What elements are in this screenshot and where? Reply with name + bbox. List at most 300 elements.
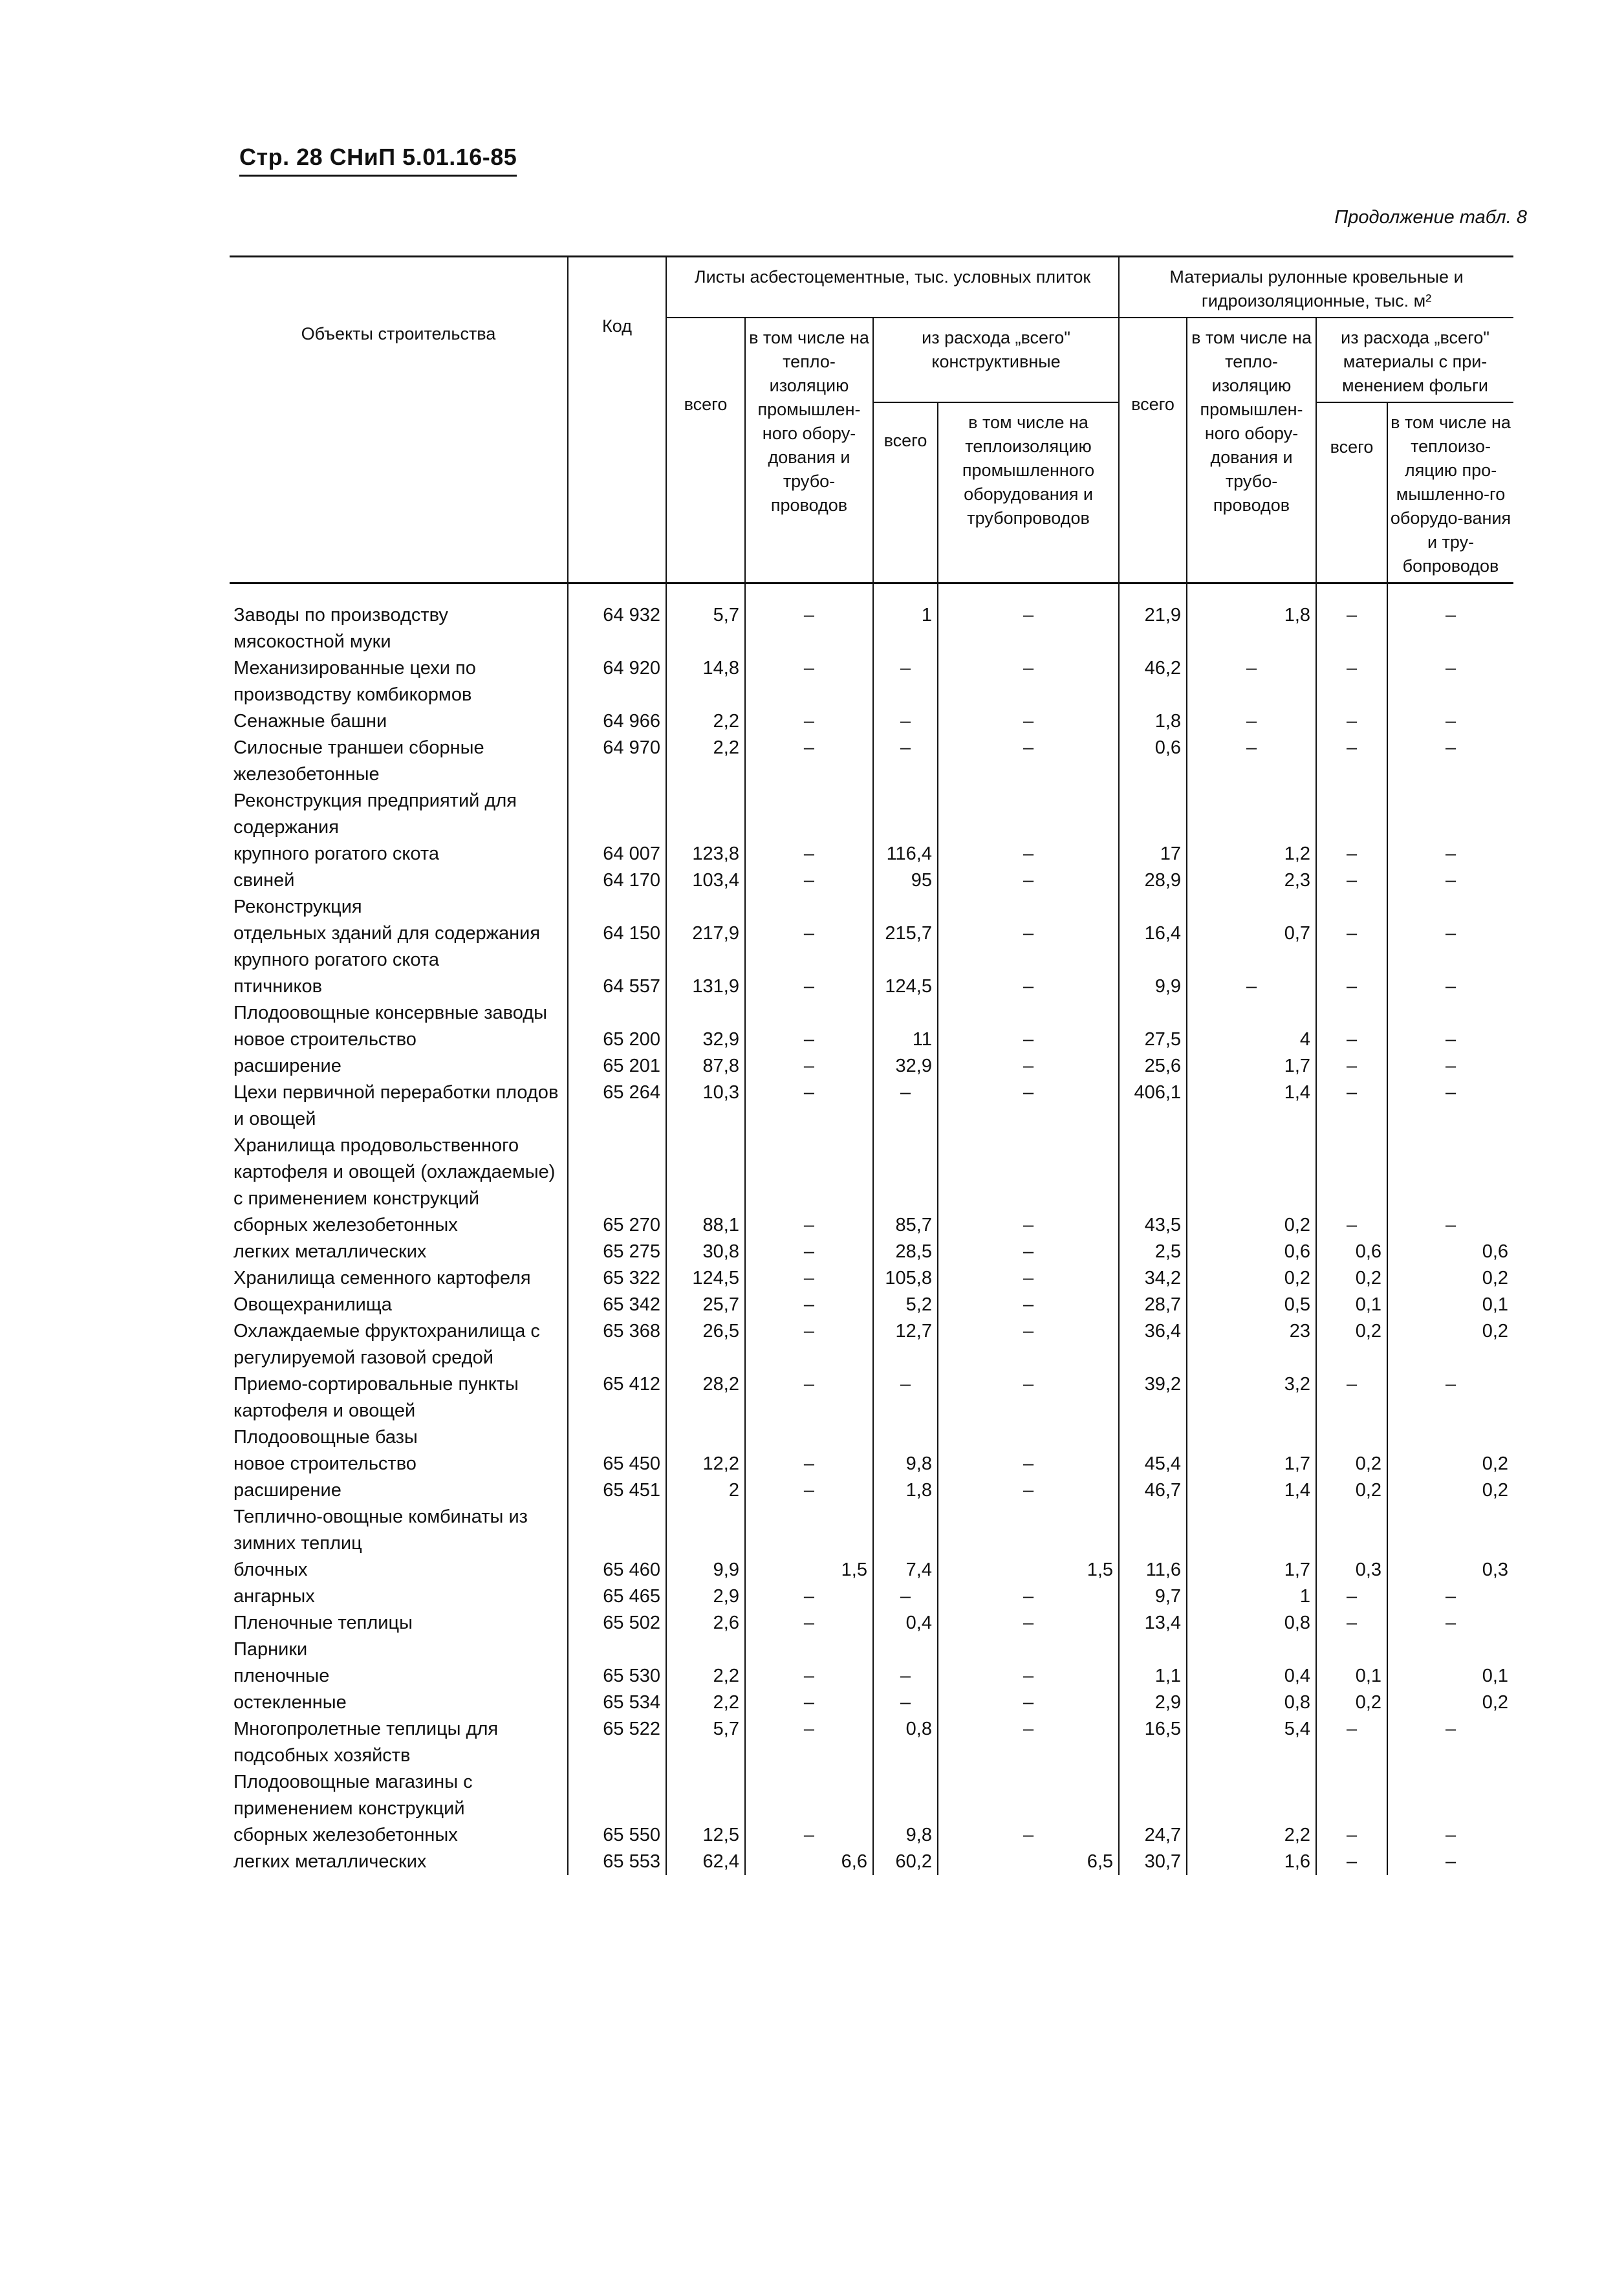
value-cell-c3: – bbox=[873, 1690, 938, 1716]
code-cell bbox=[568, 1636, 666, 1663]
object-name-cell: Плодоовощные консервные заводы bbox=[233, 1003, 547, 1023]
value-cell-c7: – bbox=[1316, 708, 1387, 735]
value-cell-c3: 0,4 bbox=[873, 1610, 938, 1636]
value-cell-c2: – bbox=[745, 1371, 873, 1424]
value-cell-c3: 7,4 bbox=[873, 1557, 938, 1583]
header-foil-insulation: в том числе на теплоизо-ляцию про-мышленно-го оборудо-вания и тру-бопроводов bbox=[1387, 403, 1513, 583]
value-cell-c6 bbox=[1187, 1000, 1316, 1027]
value-cell-c3 bbox=[873, 1133, 938, 1212]
table-row bbox=[230, 1557, 1513, 1583]
code-cell: 65 412 bbox=[568, 1371, 666, 1424]
value-cell-c5: 9,9 bbox=[1119, 973, 1187, 1000]
value-cell-c2 bbox=[745, 1504, 873, 1557]
value-cell-c8: – bbox=[1387, 1027, 1513, 1053]
value-cell-c2: – bbox=[745, 1292, 873, 1318]
value-cell-c1: 12,5 bbox=[666, 1822, 745, 1849]
value-cell-c3: – bbox=[873, 735, 938, 788]
object-name-cell: расширение bbox=[233, 1056, 341, 1076]
value-cell-c1: 88,1 bbox=[666, 1212, 745, 1239]
table-row bbox=[230, 1318, 1513, 1371]
value-cell-c3: 11 bbox=[873, 1027, 938, 1053]
value-cell-c4: – bbox=[938, 1610, 1119, 1636]
value-cell-c8: – bbox=[1387, 1583, 1513, 1610]
value-cell-c2: – bbox=[745, 1027, 873, 1053]
value-cell-c4: – bbox=[938, 1212, 1119, 1239]
value-cell-c2: – bbox=[745, 973, 873, 1000]
value-cell-c3: 1,8 bbox=[873, 1477, 938, 1504]
value-cell-c5: 28,9 bbox=[1119, 867, 1187, 894]
value-cell-c2: – bbox=[745, 602, 873, 655]
object-name-cell: Пленочные теплицы bbox=[233, 1613, 413, 1633]
value-cell-c2: – bbox=[745, 735, 873, 788]
value-cell-c7: – bbox=[1316, 1822, 1387, 1849]
value-cell-c3: – bbox=[873, 655, 938, 708]
code-cell: 65 451 bbox=[568, 1477, 666, 1504]
code-cell: 65 200 bbox=[568, 1027, 666, 1053]
header-constructive-total: всего bbox=[873, 402, 938, 583]
header-asbestos-insulation: в том числе на тепло-изоляцию промышлен-ного обору-дования и трубо-проводов bbox=[745, 318, 873, 583]
code-cell: 64 557 bbox=[568, 973, 666, 1000]
value-cell-c7: – bbox=[1316, 1080, 1387, 1133]
value-cell-c3: – bbox=[873, 1663, 938, 1690]
value-cell-c5: 24,7 bbox=[1119, 1822, 1187, 1849]
value-cell-c7 bbox=[1316, 1133, 1387, 1212]
value-cell-c7: – bbox=[1316, 1053, 1387, 1080]
value-cell-c1: 62,4 bbox=[666, 1849, 745, 1875]
value-cell-c6: 3,2 bbox=[1187, 1371, 1316, 1424]
value-cell-c7: – bbox=[1316, 920, 1387, 973]
code-cell: 64 170 bbox=[568, 867, 666, 894]
value-cell-c2: – bbox=[745, 1822, 873, 1849]
value-cell-c1 bbox=[666, 1636, 745, 1663]
value-cell-c4: – bbox=[938, 1318, 1119, 1371]
value-cell-c4: – bbox=[938, 1690, 1119, 1716]
value-cell-c2: – bbox=[745, 708, 873, 735]
table-row bbox=[230, 1849, 1513, 1875]
table-row bbox=[230, 1610, 1513, 1636]
value-cell-c5: 25,6 bbox=[1119, 1053, 1187, 1080]
value-cell-c7 bbox=[1316, 1636, 1387, 1663]
value-cell-c5: 21,9 bbox=[1119, 602, 1187, 655]
code-cell: 65 534 bbox=[568, 1690, 666, 1716]
value-cell-c6: 0,5 bbox=[1187, 1292, 1316, 1318]
value-cell-c8: 0,3 bbox=[1387, 1557, 1513, 1583]
value-cell-c8: – bbox=[1387, 1053, 1513, 1080]
value-cell-c3: – bbox=[873, 1080, 938, 1133]
value-cell-c7: 0,2 bbox=[1316, 1451, 1387, 1477]
value-cell-c8: – bbox=[1387, 655, 1513, 708]
value-cell-c2 bbox=[745, 894, 873, 920]
value-cell-c2: – bbox=[745, 841, 873, 867]
value-cell-c2: – bbox=[745, 655, 873, 708]
value-cell-c1 bbox=[666, 1504, 745, 1557]
value-cell-c5: 1,8 bbox=[1119, 708, 1187, 735]
table-row bbox=[230, 1212, 1513, 1239]
table-row bbox=[230, 602, 1513, 655]
code-cell: 64 920 bbox=[568, 655, 666, 708]
value-cell-c7: – bbox=[1316, 841, 1387, 867]
value-cell-c3: 5,2 bbox=[873, 1292, 938, 1318]
value-cell-c3 bbox=[873, 1000, 938, 1027]
value-cell-c7 bbox=[1316, 1769, 1387, 1822]
value-cell-c2: – bbox=[745, 920, 873, 973]
value-cell-c5: 46,2 bbox=[1119, 655, 1187, 708]
table-row bbox=[230, 1663, 1513, 1690]
value-cell-c6: – bbox=[1187, 708, 1316, 735]
code-cell bbox=[568, 1133, 666, 1212]
value-cell-c6 bbox=[1187, 1424, 1316, 1451]
code-cell: 64 007 bbox=[568, 841, 666, 867]
object-name-cell: Реконструкция предприятий для содержания bbox=[233, 790, 517, 838]
object-name-cell: Теплично-овощные комбинаты из зимних теплиц bbox=[233, 1506, 528, 1554]
object-name-cell: Приемо-сортировальные пункты картофеля и овощей bbox=[233, 1374, 519, 1421]
value-cell-c6: – bbox=[1187, 655, 1316, 708]
table-row bbox=[230, 1636, 1513, 1663]
header-asbestos-constructive: из расхода „всего" конструктивные bbox=[873, 318, 1119, 402]
value-cell-c5 bbox=[1119, 1504, 1187, 1557]
value-cell-c3: 9,8 bbox=[873, 1451, 938, 1477]
table-row bbox=[230, 1053, 1513, 1080]
value-cell-c8: – bbox=[1387, 602, 1513, 655]
value-cell-c7: – bbox=[1316, 973, 1387, 1000]
value-cell-c1: 87,8 bbox=[666, 1053, 745, 1080]
value-cell-c7: – bbox=[1316, 735, 1387, 788]
object-name-cell: остекленные bbox=[233, 1692, 347, 1713]
value-cell-c2: – bbox=[745, 1318, 873, 1371]
value-cell-c7: – bbox=[1316, 1027, 1387, 1053]
value-cell-c1: 26,5 bbox=[666, 1318, 745, 1371]
value-cell-c6: 0,2 bbox=[1187, 1212, 1316, 1239]
table-row bbox=[230, 894, 1513, 920]
value-cell-c6: 5,4 bbox=[1187, 1716, 1316, 1769]
value-cell-c4: – bbox=[938, 973, 1119, 1000]
table-caption: Продолжение табл. 8 bbox=[1334, 207, 1527, 228]
code-cell bbox=[568, 788, 666, 841]
value-cell-c7 bbox=[1316, 788, 1387, 841]
value-cell-c6: 1,4 bbox=[1187, 1080, 1316, 1133]
value-cell-c5: 1,1 bbox=[1119, 1663, 1187, 1690]
object-name-cell: Механизированные цехи по производству комбикормов bbox=[233, 658, 476, 705]
table-row bbox=[230, 788, 1513, 841]
object-name-cell: новое строительство bbox=[233, 1453, 417, 1474]
object-name-cell: Цехи первичной переработки плодов и овощей bbox=[233, 1082, 559, 1129]
table-row bbox=[230, 1239, 1513, 1265]
value-cell-c3 bbox=[873, 1769, 938, 1822]
object-name-cell: Плодоовощные магазины с применением конструкций bbox=[233, 1772, 473, 1819]
table-row bbox=[230, 1080, 1513, 1133]
value-cell-c7 bbox=[1316, 894, 1387, 920]
object-name-cell: Хранилища продовольственного картофеля и овощей (охлаждаемые) с применением конструкций bbox=[233, 1135, 556, 1209]
value-cell-c8: – bbox=[1387, 920, 1513, 973]
value-cell-c8: – bbox=[1387, 867, 1513, 894]
header-constructive-insulation: в том числе на теплоизоляцию промышленного оборудования и трубопроводов bbox=[938, 402, 1119, 583]
table-row bbox=[230, 1690, 1513, 1716]
value-cell-c1 bbox=[666, 1424, 745, 1451]
object-name-cell: Многопролетные теплицы для подсобных хозяйств bbox=[233, 1719, 499, 1766]
value-cell-c7: – bbox=[1316, 1716, 1387, 1769]
value-cell-c1: 28,2 bbox=[666, 1371, 745, 1424]
value-cell-c1: 12,2 bbox=[666, 1451, 745, 1477]
code-cell bbox=[568, 1769, 666, 1822]
code-cell: 65 201 bbox=[568, 1053, 666, 1080]
value-cell-c8: 0,2 bbox=[1387, 1451, 1513, 1477]
value-cell-c7: 0,3 bbox=[1316, 1557, 1387, 1583]
value-cell-c1: 5,7 bbox=[666, 602, 745, 655]
object-name-cell: расширение bbox=[233, 1480, 341, 1501]
value-cell-c3: 0,8 bbox=[873, 1716, 938, 1769]
object-name-cell: пленочные bbox=[233, 1666, 330, 1686]
value-cell-c6: 1,7 bbox=[1187, 1557, 1316, 1583]
value-cell-c5: 43,5 bbox=[1119, 1212, 1187, 1239]
value-cell-c2: 6,6 bbox=[745, 1849, 873, 1875]
value-cell-c5: 28,7 bbox=[1119, 1292, 1187, 1318]
value-cell-c1: 30,8 bbox=[666, 1239, 745, 1265]
value-cell-c6: 1,7 bbox=[1187, 1053, 1316, 1080]
table-row bbox=[230, 1000, 1513, 1027]
value-cell-c3: 95 bbox=[873, 867, 938, 894]
materials-table-container bbox=[230, 255, 1513, 1875]
value-cell-c3: 28,5 bbox=[873, 1239, 938, 1265]
code-cell: 65 368 bbox=[568, 1318, 666, 1371]
code-cell bbox=[568, 1504, 666, 1557]
table-row bbox=[230, 1371, 1513, 1424]
object-name-cell: Силосные траншеи сборные железобетонные bbox=[233, 737, 484, 785]
value-cell-c3: 60,2 bbox=[873, 1849, 938, 1875]
object-name-cell: легких металлических bbox=[233, 1851, 427, 1872]
value-cell-c5: 406,1 bbox=[1119, 1080, 1187, 1133]
value-cell-c1: 2,2 bbox=[666, 1690, 745, 1716]
value-cell-c4: – bbox=[938, 841, 1119, 867]
value-cell-c1: 2,9 bbox=[666, 1583, 745, 1610]
value-cell-c4: – bbox=[938, 1822, 1119, 1849]
value-cell-c6: 1 bbox=[1187, 1583, 1316, 1610]
object-name-cell: новое строительство bbox=[233, 1029, 417, 1050]
object-name-cell: Плодоовощные базы bbox=[233, 1427, 418, 1448]
object-name-cell: свиней bbox=[233, 870, 295, 891]
value-cell-c4: – bbox=[938, 1080, 1119, 1133]
table-body bbox=[230, 583, 1513, 1876]
value-cell-c6: 1,4 bbox=[1187, 1477, 1316, 1504]
table-row bbox=[230, 708, 1513, 735]
value-cell-c4: – bbox=[938, 708, 1119, 735]
value-cell-c5: 45,4 bbox=[1119, 1451, 1187, 1477]
value-cell-c5: 27,5 bbox=[1119, 1027, 1187, 1053]
value-cell-c7: 0,2 bbox=[1316, 1690, 1387, 1716]
value-cell-c6 bbox=[1187, 1636, 1316, 1663]
value-cell-c3 bbox=[873, 788, 938, 841]
value-cell-c8 bbox=[1387, 1636, 1513, 1663]
value-cell-c4: – bbox=[938, 1477, 1119, 1504]
value-cell-c5 bbox=[1119, 1769, 1187, 1822]
value-cell-c1: 2,2 bbox=[666, 735, 745, 788]
page-header: Стр. 28 СНиП 5.01.16-85 bbox=[239, 144, 517, 177]
object-name-cell: Хранилища семенного картофеля bbox=[233, 1268, 531, 1288]
code-cell: 65 342 bbox=[568, 1292, 666, 1318]
value-cell-c5: 11,6 bbox=[1119, 1557, 1187, 1583]
value-cell-c5: 30,7 bbox=[1119, 1849, 1187, 1875]
header-asbestos-total: всего bbox=[666, 318, 745, 583]
value-cell-c1 bbox=[666, 1769, 745, 1822]
value-cell-c8: 0,1 bbox=[1387, 1292, 1513, 1318]
value-cell-c1: 9,9 bbox=[666, 1557, 745, 1583]
object-name-cell: птичников bbox=[233, 976, 323, 997]
object-name-cell: Реконструкция bbox=[233, 896, 362, 917]
value-cell-c1: 124,5 bbox=[666, 1265, 745, 1292]
value-cell-c6 bbox=[1187, 1769, 1316, 1822]
value-cell-c8 bbox=[1387, 1133, 1513, 1212]
value-cell-c7 bbox=[1316, 1000, 1387, 1027]
value-cell-c6: – bbox=[1187, 735, 1316, 788]
value-cell-c3 bbox=[873, 1424, 938, 1451]
value-cell-c7: 0,2 bbox=[1316, 1265, 1387, 1292]
value-cell-c5: 17 bbox=[1119, 841, 1187, 867]
value-cell-c3: 215,7 bbox=[873, 920, 938, 973]
code-cell: 65 502 bbox=[568, 1610, 666, 1636]
value-cell-c4: – bbox=[938, 1583, 1119, 1610]
value-cell-c4: 1,5 bbox=[938, 1557, 1119, 1583]
value-cell-c1 bbox=[666, 1133, 745, 1212]
object-name-cell: Овощехранилища bbox=[233, 1294, 392, 1315]
header-roll-total: всего bbox=[1119, 318, 1187, 583]
value-cell-c5: 9,7 bbox=[1119, 1583, 1187, 1610]
header-asbestos-sheets: Листы асбестоцементные, тыс. условных плиток bbox=[666, 257, 1119, 318]
value-cell-c4: – bbox=[938, 1663, 1119, 1690]
value-cell-c8 bbox=[1387, 788, 1513, 841]
code-cell: 65 550 bbox=[568, 1822, 666, 1849]
object-name-cell: ангарных bbox=[233, 1586, 315, 1607]
value-cell-c7: – bbox=[1316, 1610, 1387, 1636]
value-cell-c1: 217,9 bbox=[666, 920, 745, 973]
value-cell-c2 bbox=[745, 1769, 873, 1822]
value-cell-c3 bbox=[873, 1636, 938, 1663]
value-cell-c6: – bbox=[1187, 973, 1316, 1000]
value-cell-c4 bbox=[938, 1769, 1119, 1822]
value-cell-c5: 39,2 bbox=[1119, 1371, 1187, 1424]
value-cell-c6 bbox=[1187, 1504, 1316, 1557]
value-cell-c3: 85,7 bbox=[873, 1212, 938, 1239]
value-cell-c7 bbox=[1316, 1504, 1387, 1557]
value-cell-c4: – bbox=[938, 920, 1119, 973]
table-row bbox=[230, 655, 1513, 708]
value-cell-c6: 1,6 bbox=[1187, 1849, 1316, 1875]
header-code: Код bbox=[568, 257, 666, 583]
object-name-cell: блочных bbox=[233, 1559, 308, 1580]
value-cell-c2: – bbox=[745, 1451, 873, 1477]
value-cell-c1: 2,2 bbox=[666, 708, 745, 735]
value-cell-c2: – bbox=[745, 1053, 873, 1080]
value-cell-c2 bbox=[745, 1133, 873, 1212]
object-name-cell: легких металлических bbox=[233, 1241, 427, 1262]
value-cell-c5 bbox=[1119, 1636, 1187, 1663]
value-cell-c2 bbox=[745, 1424, 873, 1451]
value-cell-c6: 2,2 bbox=[1187, 1822, 1316, 1849]
value-cell-c6: 2,3 bbox=[1187, 867, 1316, 894]
value-cell-c1 bbox=[666, 788, 745, 841]
value-cell-c8: – bbox=[1387, 841, 1513, 867]
value-cell-c5: 46,7 bbox=[1119, 1477, 1187, 1504]
value-cell-c5: 34,2 bbox=[1119, 1265, 1187, 1292]
value-cell-c3: 124,5 bbox=[873, 973, 938, 1000]
value-cell-c3: – bbox=[873, 1583, 938, 1610]
value-cell-c4: – bbox=[938, 867, 1119, 894]
value-cell-c1: 10,3 bbox=[666, 1080, 745, 1133]
code-cell: 64 966 bbox=[568, 708, 666, 735]
header-objects: Объекты строительства bbox=[230, 257, 568, 583]
value-cell-c8 bbox=[1387, 1000, 1513, 1027]
value-cell-c2: – bbox=[745, 1610, 873, 1636]
code-cell: 65 460 bbox=[568, 1557, 666, 1583]
value-cell-c4: – bbox=[938, 1053, 1119, 1080]
code-cell: 65 530 bbox=[568, 1663, 666, 1690]
value-cell-c3: 116,4 bbox=[873, 841, 938, 867]
materials-table bbox=[230, 255, 1513, 1875]
value-cell-c7: – bbox=[1316, 867, 1387, 894]
value-cell-c4: – bbox=[938, 1451, 1119, 1477]
object-name-cell: Сенажные башни bbox=[233, 711, 387, 732]
code-cell: 65 465 bbox=[568, 1583, 666, 1610]
value-cell-c5: 2,9 bbox=[1119, 1690, 1187, 1716]
code-cell bbox=[568, 894, 666, 920]
value-cell-c8 bbox=[1387, 894, 1513, 920]
header-roll-insulation: в том числе на тепло-изоляцию промышлен-ного обору-дования и трубо-проводов bbox=[1187, 318, 1316, 583]
value-cell-c1: 131,9 bbox=[666, 973, 745, 1000]
value-cell-c4: – bbox=[938, 1371, 1119, 1424]
value-cell-c3: 1 bbox=[873, 602, 938, 655]
object-name-cell: отдельных зданий для содержания крупного рогатого скота bbox=[233, 923, 541, 970]
header-roll-materials: Материалы рулонные кровельные и гидроизоляционные, тыс. м² bbox=[1119, 257, 1513, 318]
object-name-cell: крупного рогатого скота bbox=[233, 843, 439, 864]
value-cell-c2: – bbox=[745, 1239, 873, 1265]
value-cell-c2: 1,5 bbox=[745, 1557, 873, 1583]
value-cell-c5 bbox=[1119, 894, 1187, 920]
value-cell-c8: 0,1 bbox=[1387, 1663, 1513, 1690]
code-cell: 65 553 bbox=[568, 1849, 666, 1875]
table-row bbox=[230, 973, 1513, 1000]
value-cell-c1: 123,8 bbox=[666, 841, 745, 867]
value-cell-c7: 0,2 bbox=[1316, 1318, 1387, 1371]
value-cell-c7: 0,1 bbox=[1316, 1663, 1387, 1690]
value-cell-c1 bbox=[666, 1000, 745, 1027]
value-cell-c8: – bbox=[1387, 1212, 1513, 1239]
value-cell-c2: – bbox=[745, 1477, 873, 1504]
value-cell-c1: 2 bbox=[666, 1477, 745, 1504]
value-cell-c5: 16,4 bbox=[1119, 920, 1187, 973]
value-cell-c7: – bbox=[1316, 1371, 1387, 1424]
value-cell-c5: 16,5 bbox=[1119, 1716, 1187, 1769]
value-cell-c8: 0,6 bbox=[1387, 1239, 1513, 1265]
value-cell-c3 bbox=[873, 894, 938, 920]
value-cell-c3: – bbox=[873, 1371, 938, 1424]
value-cell-c6: 0,2 bbox=[1187, 1265, 1316, 1292]
value-cell-c2 bbox=[745, 788, 873, 841]
value-cell-c3 bbox=[873, 1504, 938, 1557]
value-cell-c4 bbox=[938, 1636, 1119, 1663]
value-cell-c4 bbox=[938, 1133, 1119, 1212]
table-row bbox=[230, 920, 1513, 973]
table-row bbox=[230, 1265, 1513, 1292]
header-roll-foil: из расхода „всего" материалы с при-менением фольги bbox=[1316, 318, 1513, 402]
value-cell-c8: 0,2 bbox=[1387, 1265, 1513, 1292]
value-cell-c8: 0,2 bbox=[1387, 1477, 1513, 1504]
value-cell-c1: 14,8 bbox=[666, 655, 745, 708]
value-cell-c6: 1,7 bbox=[1187, 1451, 1316, 1477]
value-cell-c4 bbox=[938, 1424, 1119, 1451]
value-cell-c6: 0,8 bbox=[1187, 1690, 1316, 1716]
value-cell-c4: – bbox=[938, 1716, 1119, 1769]
value-cell-c3: 32,9 bbox=[873, 1053, 938, 1080]
code-cell: 65 450 bbox=[568, 1451, 666, 1477]
code-cell: 65 522 bbox=[568, 1716, 666, 1769]
